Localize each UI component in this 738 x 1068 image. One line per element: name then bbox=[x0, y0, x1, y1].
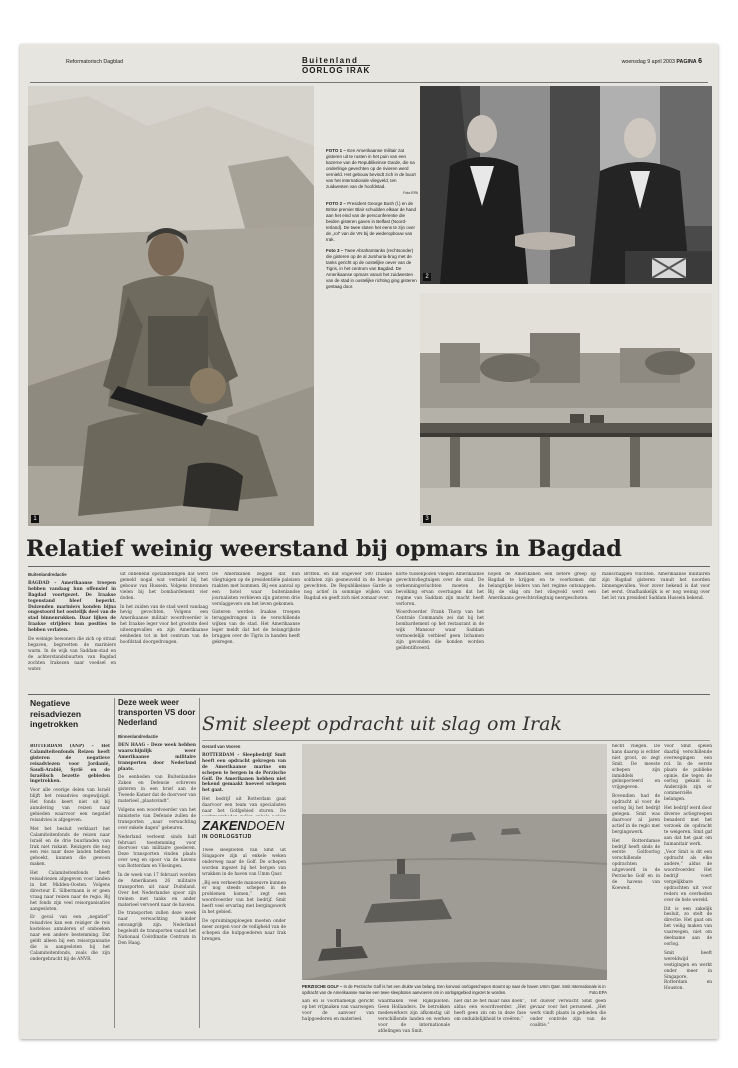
article2-rule bbox=[202, 740, 710, 741]
main-headline: Relatief weinig weerstand bij opmars in Bagdad bbox=[26, 536, 622, 562]
article1-byline: Buitenlandredactie bbox=[28, 572, 67, 577]
sidebar2-byline: Binnenlandredactie bbox=[118, 734, 158, 739]
paper-name: Reformatorisch Dagblad bbox=[66, 59, 124, 65]
zaken-title bbox=[202, 818, 284, 833]
sidebar2-paragraph: De eenheden van Buitenlandse Zaken en Defensie schreven gisteren in een brief aan de Tweede Kamer dat de doorvoer van materieel „plaatsvindt”. bbox=[118, 775, 196, 805]
article2-column-5 bbox=[454, 999, 526, 1034]
article2-paragraph: hecht vliegen. De kans daarop is echter niet groot, zo zegt Smit. De meeste schepen zijn inmiddels geïnspecteerd en vrijgegeven. bbox=[612, 744, 660, 791]
caption-1-lead: FOTO 1 – bbox=[326, 148, 346, 153]
caption-3-text: Twee Abrahamtanks (rechtsonder) die gisteren op de al Jumhuria-brug met de tanks gericht op de oostelijke oever van de Tigris, in het centrum van Bagdad. De Amerikaanse opmars vanuit het zuidwesten van de stad in oostelijke richting ging gisteren gestaag door. bbox=[326, 248, 417, 289]
warships-caption-credit: Foto EPA bbox=[589, 989, 607, 995]
page-label: PAGINA bbox=[676, 59, 697, 65]
sidebar2-paragraph: De transporten zullen deze week naar verwachting minder omvangrijk zijn. Nederland begeleidt de transporten vanuit het Nationaal Coördinatie Centrum in Den Haag. bbox=[118, 911, 196, 946]
article2-paragraph: Bovendien had de opdracht al voor de oorlog bij het bedrijf gelegen. Smit was daarvoor al jaren actief in de regio met bergingswerk. bbox=[612, 794, 660, 835]
article2-paragraph: waarmaken veel Rijkspiloten. Geen Hollanders. De betrokken medewerkers zijn afkomstig uit verschillende landen en werken voor de internationale afdelingen van Smit. bbox=[378, 999, 450, 1034]
sidebar1-headline: Negatieve reisadviezen ingetrokken bbox=[30, 698, 82, 729]
article1-lead: BAGDAD – Amerikaanse troepen hebben vandaag hun offensief in Bagdad voortgezet. De Iraakse tegenstand bleef beperkt. Duizenden mariniers konden bijna ongestoord het oostelijk deel van de stad binnenrukken. Daar lijken de Iraakse strijders hun posities te hebben verlaten. bbox=[28, 580, 116, 634]
article1-paragraph: De Amerikanen zeggen dat hun vliegtuigen op de presidentiële paleizen raakten met bommen. Bij een aanval op een hotel waar buitenlandse journalisten verbleven zijn gisteren drie verslaggevers om het leven gekomen. bbox=[212, 572, 300, 607]
page-date bbox=[622, 58, 702, 70]
section-subtitle: OORLOG IRAK bbox=[302, 66, 371, 75]
article2-column-8 bbox=[664, 744, 712, 1034]
article1-column-3 bbox=[212, 572, 300, 690]
article2-paragraph: Dit is een zakelijk besluit, zo stelt de directie. Het gaat om het veilig maken van vaarwegen, niet om deelname aan de oorlog. bbox=[664, 906, 712, 947]
section-divider bbox=[28, 694, 710, 695]
zaken-light: DOEN bbox=[246, 818, 285, 833]
caption-2 bbox=[326, 201, 418, 243]
article2-paragraph: niet dat ze het maar niks doen”, aldus een woordvoerder. „Het heeft geen zin om in deze fase om onduidelijkheid te creëren.” bbox=[454, 999, 526, 1022]
sidebar-divider-2 bbox=[199, 698, 200, 1028]
photo-handshake bbox=[420, 86, 712, 284]
article1-paragraph: korte tussenpozen vliegen Amerikaanse gevechtsvliegtuigen over de stad. De verkenningsvluchten moeten de bevolking ervan overtuigen dat het regime van Saddam zijn macht heeft verloren. bbox=[396, 572, 484, 607]
article2-column-6 bbox=[530, 999, 606, 1034]
article2-column-1 bbox=[202, 744, 286, 816]
photo-captions bbox=[326, 148, 418, 295]
sidebar1-paragraph: Met het besluit verklaart het Calamiteitenfonds de reizen naar Israël en de drie buurlanden van Irak niet riskant. Reizigers die nog een reis naar deze landen hebben geboekt, kunnen die gewoon maken. bbox=[30, 826, 110, 868]
headline-rule bbox=[28, 566, 710, 567]
caption-1-text: Een Amerikaanse militair zat gisteren uit te rusten in het puin van een kazerne van de Republikeinse Garde, die na onderlinge gevechten op de rivieren werd vernield. Het gebouw bevindt zich in de buurt van het internationale vliegveld, ten zuidwesten van de hoofdstad. bbox=[326, 148, 416, 189]
article1-column-7 bbox=[602, 572, 710, 690]
article2-paragraph: Tot dusver verwacht Smit geen gevaar voor het personeel. „Het werk vindt plaats in gebieden die onder controle zijn van de coalitie.” bbox=[530, 999, 606, 1028]
header-rule bbox=[30, 82, 708, 83]
article2-paragraph: Smit heeft wereldwijd vestigingen en werkt onder meer in Singapore, Rotterdam en Houston. bbox=[664, 950, 712, 992]
article1-paragraph: manschappen vluchten. Amerikaanse militairen zijn Bagdad gisteren vanuit het noorden binnengevallen. Voor zover bekend is dat voor het eerst. Onafhankelijk is er nog weinig over het lot van president Saddam Hussein bekend. bbox=[602, 572, 710, 601]
article2-headline: Smit sleept opdracht uit slag om Irak bbox=[202, 713, 562, 735]
article1-paragraph: hopen de Amerikanen een betere greep op Bagdad te krijgen en te voorkomen dat belangrijke leiders van het regime ontsnappen. Bij de slag om het vliegveld werd een Amerikaans gevechtsvliegtuig neergeschoten. bbox=[488, 572, 596, 601]
photo-warships bbox=[302, 744, 607, 980]
article1-paragraph: Gisteren werden Iraakse troepen teruggedrongen in de verschillende wijken van de stad. Het Amerikaanse leger meldt dat het de belangrijkste bruggen over de Tigris in handen heeft gekregen. bbox=[212, 610, 300, 645]
article2-column-3 bbox=[302, 999, 374, 1034]
handshake-image bbox=[420, 86, 712, 284]
caption-3 bbox=[326, 248, 418, 290]
article2-column-4 bbox=[378, 999, 450, 1034]
article2-paragraph: Het Rotterdamse bedrijf heeft sinds de eerste Golfoorlog verschillende opdrachten uitgevoerd in de Perzische Golf en in de havens van Koeweit. bbox=[612, 838, 660, 891]
photo-bridge bbox=[420, 293, 712, 526]
article1-paragraph: In het zuiden van de stad werd vandaag hevig gevochten. Volgens een Amerikaanse militair woordvoerder is het Iraakse leger voor het grootste deel uiteengevallen en zijn Amerikaanse eenheden tot in het centrum van de hoofdstad doorgedrongen. bbox=[120, 604, 208, 645]
caption-1 bbox=[326, 148, 418, 196]
bridge-image bbox=[420, 293, 712, 526]
sidebar1-paragraph: Voor alle overige delen van Israël blijft het reisadvies ongewijzigd. Het fonds keert niet uit bij annulering van reizen naar gebieden waarvoor een negatief reisadvies is afgegeven. bbox=[30, 788, 110, 823]
section-header bbox=[302, 56, 370, 75]
article2-paragraph: Het bedrijf uit Rotterdam gaat daarvoor een team van specialisten naar het Golfgebied sturen. De bbox=[202, 797, 286, 815]
caption-3-lead: Foto 3 – bbox=[326, 248, 344, 253]
article2-column-2 bbox=[202, 848, 286, 1034]
newspaper-page bbox=[20, 44, 718, 1039]
photo-number-2: 2 bbox=[423, 273, 431, 281]
article1-column-4 bbox=[304, 572, 392, 690]
article2-paragraph: Twee sleepboten van Smit uit Singapore zijn al enkele weken onderweg naar de Golf. De schepen worden ingezet bij het bergen van wrakken in de haven van Umm Qasr. bbox=[202, 848, 286, 877]
section-title: Buitenland bbox=[302, 56, 359, 65]
photo-number-3: 3 bbox=[423, 515, 431, 523]
article1-paragraph: uit onbekend opstandelingen dat werd gemeld nogal wat vernield bij het gebouw van Hussein. Volgens bronnen vielen bij het bombardement vier doden. bbox=[120, 572, 208, 601]
warships-caption-text: In de Perzische Golf is het een drukte van belang. Een konvooi oorlogsschepen stoomt op naar de haven Umm Qasr. Smit Internationale is in opdracht van de Amerikaanse marine een twee sleepboten aanvoeren om in oorlogsgebied ingezet te worden. bbox=[302, 984, 606, 995]
caption-2-lead: FOTO 2 – bbox=[326, 201, 346, 206]
article1-column-6 bbox=[488, 572, 596, 690]
article1-column-5 bbox=[396, 572, 484, 690]
zaken-bold: ZAKEN bbox=[202, 818, 247, 833]
article2-paragraph: aan en is voornamelijk gericht op het vrijmaken van vaarwegen voor de aanvoer van hulpgoederen en materieel. bbox=[302, 999, 374, 1022]
article1-paragraph: Britten. en dat ongeveer 500 Iraakse soldaten zijn gesneuveld in de hevige gevechten. De Republikeinse Garde is nog actief in sommige wijken van Bagdad en geeft zich niet zomaar over. bbox=[304, 572, 392, 601]
caption-1-credit: Foto EPA bbox=[403, 191, 418, 195]
sidebar2-body bbox=[118, 734, 196, 1034]
sidebar2-paragraph: Volgens een woordvoerder van het ministerie van Defensie zullen de transporten „naar verwachting over enkele dagen” gebeuren. bbox=[118, 807, 196, 831]
warships-caption bbox=[302, 984, 607, 995]
article1-paragraph: De weinige bewoners die zich op straat begaven, begroetten de mariniers warm. In de wijk van Saddam-stad en de achterstandsbuurten van Bagdad zochten Irakezen naar voedsel en water. bbox=[28, 637, 116, 672]
zaken-subtitle: IN OORLOGSTIJD bbox=[202, 834, 252, 840]
sidebar1-paragraph: Het Calamiteitenfonds heeft reisadviezen afgegeven voor landen in het Midden-Oosten. Volgens directeur E. Silbermann is er geen vraag naar reizen naar de regio. Bij het fonds zijn veel reisorganisaties aangesloten. bbox=[30, 871, 110, 912]
sidebar1-lead: ROTTERDAM (ANP) – Het Calamiteitenfonds Reizen heeft gisteren de negatieve reisadviezen voor Jordanië, Saudi-Arabië, Syrië en de Israëlisch bezette gebieden ingetrokken. bbox=[30, 744, 110, 785]
page-number: 6 bbox=[698, 58, 702, 65]
date-text: woensdag 9 april 2003 bbox=[621, 59, 675, 65]
warships-caption-lead: PERZISCHE GOLF – bbox=[302, 984, 343, 989]
article2-lead: ROTTERDAM – Sleepbedrijf Smit heeft een opdracht gekregen van de Amerikaanse marine om schepen te bergen in de Perzische Golf. De Amerikanen hebben niet bekend gemaakt hoeveel schepen het gaat. bbox=[202, 752, 286, 794]
sidebar2-headline: Deze week weer transporten VS door Nederland bbox=[118, 698, 196, 727]
caption-2-text: President George Bush (l.) en de Britse premier Blair schudden elkaar de hand aan het eind van de persconferentie die beiden gisteren gaven in Belfast (Noord-Ierland). De twee sloten het eens te zijn over de „rol” van de VN bij de wederopbouw van Irak. bbox=[326, 201, 417, 242]
photo-soldier bbox=[28, 86, 314, 526]
article2-paragraph: Het bedrijf werd door diverse actiegroepen benaderd met het verzoek de opdracht te weigeren. Smit gaf aan dat het gaat om humanitair werk. bbox=[664, 806, 712, 847]
article2-paragraph: Voor Smit spelen daarbij verschillende overwegingen een rol. In de eerste plaats de publieke opinie, die tegen de oorlog gekant is. Anderzijds zijn er commerciële belangen. bbox=[664, 744, 712, 803]
article1-column-1 bbox=[28, 572, 116, 690]
sidebar2-paragraph: In de week van 17 februari werden de Amerikanen 26 militaire transporten uit naar Duitsland. Over het Nederlandse spoor zijn treinen met tanks en ander materieel vervoerd naar de havens. bbox=[118, 873, 196, 908]
sidebar1-body bbox=[30, 744, 110, 1034]
warships-image bbox=[302, 744, 607, 980]
article2-paragraph: „Voor Smit is dit een opdracht als elke andere,” aldus de woordvoerder. Het bedrijf voert vergelijkbare opdrachten uit voor reders en overheden over de hele wereld. bbox=[664, 850, 712, 903]
sidebar2-paragraph: Nederland verleent sinds half februari toestemming voor doorvoer van militaire goederen. Deze transporten vinden plaats over weg en spoor via de havens van Rotterdam en Vlissingen. bbox=[118, 834, 196, 870]
zaken-doen-logo bbox=[202, 817, 284, 840]
article2-column-7 bbox=[612, 744, 660, 1034]
article2-byline: Gerard van Vooren bbox=[202, 744, 241, 749]
sidebar-divider-1 bbox=[114, 698, 115, 1028]
sidebar2-lead: DEN HAAG – Deze week hebben waarschijnlijk weer Amerikaanse militaire transporten door Nederland plaats. bbox=[118, 742, 196, 772]
article2-paragraph: „Bij een verkeerde manoeuvre kunnen er nog steeds schepen in de problemen komen,” zegt een woordvoerder van het bedrijf. Smit heeft veel ervaring met bergingswerk in het gebied. bbox=[202, 880, 286, 916]
sidebar1-paragraph: Er geval van een „negatief” reisadvies kan een reiziger de reis kosteloos annuleren of omboeken naar een andere bestemming. Dat geldt alleen bij een reisorganisatie die is aangesloten bij het Calamiteitenfonds, zoals die zijn ondergebracht bij de ANVR. bbox=[30, 915, 110, 962]
article1-paragraph: Woordvoerder Frank Thorp van het Centrale Commando zei dat bij het bombardement op het restaurant in de wijk Mansour waar Saddam vermoedelijk verbleef geen lichamen zijn gevonden die konden worden geïdentificeerd. bbox=[396, 610, 484, 651]
article1-column-2 bbox=[120, 572, 208, 690]
photo-number-1: 1 bbox=[31, 515, 39, 523]
soldier-image bbox=[28, 86, 314, 526]
article2-paragraph: De opruimingsploegen moeten onder meer zorgen voor de veiligheid van de schepen die hulpgoederen naar Irak brengen. bbox=[202, 918, 286, 942]
